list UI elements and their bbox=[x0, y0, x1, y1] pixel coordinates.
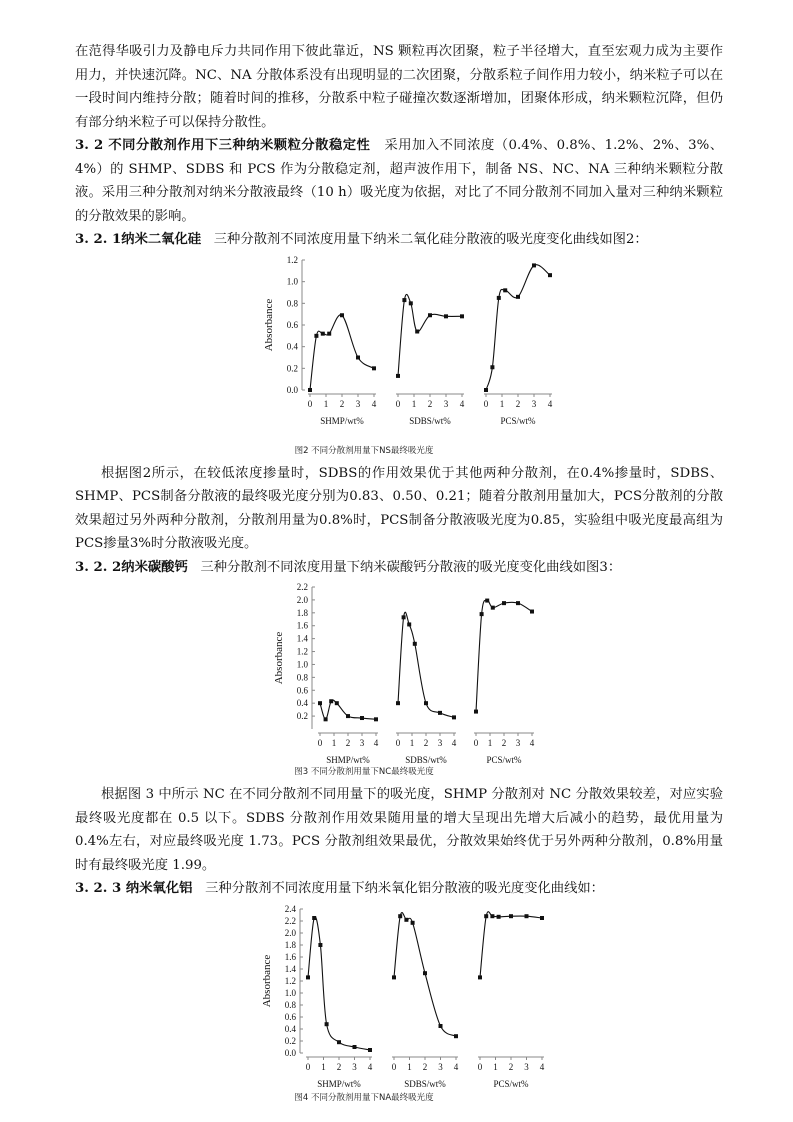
y-tick-label: 0.0 bbox=[284, 1047, 296, 1058]
data-point bbox=[454, 1034, 458, 1038]
series-line bbox=[310, 314, 374, 389]
series-line bbox=[308, 916, 370, 1049]
data-point bbox=[478, 975, 482, 979]
data-point bbox=[398, 914, 402, 918]
data-point bbox=[423, 971, 427, 975]
y-tick-label: 2.0 bbox=[296, 594, 308, 605]
y-tick-label: 1.2 bbox=[296, 646, 308, 657]
panel-x-label: SHMP/wt% bbox=[317, 1078, 361, 1089]
x-tick-label: 4 bbox=[453, 1061, 459, 1072]
panel-x-label: SHMP/wt% bbox=[326, 755, 370, 765]
y-axis-label: Absorbance bbox=[261, 954, 273, 1007]
panel-x-label: SDBS/wt% bbox=[405, 755, 447, 765]
data-point bbox=[314, 333, 318, 337]
x-tick-label: 2 bbox=[339, 398, 345, 409]
section-3-2-2-body: 三种分散剂不同浓度用量下纳米碳酸钙分散液的吸光度变化曲线如图3： bbox=[200, 559, 622, 575]
section-3-2-body: 采用加入不同浓度（0.4%、0.8%、1.2%、2%、3%、4%）的 SHMP、SDBS 和 PCS 作为分散稳定剂，超声波作用下，制备 NS、NC、NA 三种纳米颗粒分散液。采用三种分散剂对纳米分散液最终（10 h）吸光度为依据，对比了不同分散剂不同加入量对三种纳米颗粒的分散效果的影响。 bbox=[75, 138, 723, 224]
data-point bbox=[415, 329, 419, 333]
data-point bbox=[516, 601, 520, 605]
x-tick-label: 0 bbox=[391, 1061, 397, 1072]
data-point bbox=[540, 916, 544, 920]
panel-x-label: PCS/wt% bbox=[500, 415, 536, 426]
figure-2 bbox=[75, 252, 723, 456]
y-tick-label: 1.0 bbox=[296, 659, 308, 670]
data-point bbox=[337, 1040, 341, 1044]
y-tick-label: 0.0 bbox=[286, 384, 298, 395]
section-3-2-2 bbox=[75, 556, 723, 580]
data-point bbox=[374, 717, 378, 721]
x-tick-label: 3 bbox=[531, 398, 537, 409]
data-point bbox=[484, 914, 488, 918]
y-tick-label: 2.2 bbox=[296, 582, 308, 592]
y-tick-label: 1.4 bbox=[296, 633, 308, 644]
figure-4-chart bbox=[75, 901, 723, 1091]
figure-4-caption: 图4 不同分散剂用量下NA最终吸光度 bbox=[294, 1092, 434, 1103]
data-point bbox=[312, 916, 316, 920]
data-point bbox=[438, 711, 442, 715]
data-point bbox=[444, 314, 448, 318]
x-tick-label: 3 bbox=[352, 1061, 357, 1072]
y-tick-label: 0.4 bbox=[296, 698, 308, 709]
x-tick-label: 0 bbox=[307, 398, 313, 409]
y-tick-label: 1.8 bbox=[284, 939, 296, 950]
data-point bbox=[360, 716, 364, 720]
x-tick-label: 4 bbox=[451, 738, 457, 748]
figure-3-chart bbox=[75, 579, 723, 765]
data-point bbox=[490, 365, 494, 369]
x-tick-label: 0 bbox=[477, 1061, 483, 1072]
y-tick-label: 2.0 bbox=[284, 927, 296, 938]
section-3-2-3-body: 三种分散剂不同浓度用量下纳米氧化铝分散液的吸光度变化曲线如： bbox=[205, 881, 604, 896]
data-point bbox=[525, 914, 529, 918]
x-tick-label: 3 bbox=[437, 738, 443, 748]
data-point bbox=[372, 366, 376, 370]
data-point bbox=[439, 1024, 443, 1028]
paragraph-fig3-discussion: 根据图 3 中所示 NC 在不同分散剂不同用量下的吸光度，SHMP 分散剂对 NC 分散效果较差，对应实验最终吸光度都在 0.5 以下。SDBS 分散剂作用效果随用量的增大呈现出先增大后减小的趋势，最优用量为 0.4%左右，对应最终吸光度 1.73。PCS 分散剂组效果最优，分散效果始终优于另外两种分散剂，0.8%用量时有最终吸光度 1.99。 bbox=[75, 787, 723, 873]
series-line bbox=[480, 911, 542, 977]
data-point bbox=[548, 273, 552, 277]
x-tick-label: 2 bbox=[345, 738, 351, 748]
data-point bbox=[503, 288, 507, 292]
y-tick-label: 0.6 bbox=[286, 319, 298, 330]
x-tick-label: 1 bbox=[493, 1061, 498, 1072]
panel-x-label: SHMP/wt% bbox=[320, 415, 364, 426]
data-point bbox=[327, 331, 331, 335]
figure-3 bbox=[75, 579, 723, 777]
data-point bbox=[404, 917, 408, 921]
section-3-2-3-heading: 3. 2. 3 纳米氧化铝 bbox=[75, 881, 193, 896]
x-tick-label: 0 bbox=[395, 398, 401, 409]
y-tick-label: 0.4 bbox=[284, 1023, 296, 1034]
paragraph-intro: 在范得华吸引力及静电斥力共同作用下彼此靠近，NS 颗粒再次团聚，粒子半径增大，直至宏观力成为主要作用力，并快速沉降。NC、NA 分散体系没有出现明显的二次团聚，分散系粒子间作用力较小，纳米粒子可以在一段时间内维持分散；随着时间的推移，分散系中粒子碰撞次数逐渐增加，团聚体形成，纳米颗粒沉降，但仍有部分纳米粒子可以保持分散性。 bbox=[75, 44, 723, 130]
data-point bbox=[532, 263, 536, 267]
y-tick-label: 2.4 bbox=[284, 903, 296, 914]
x-tick-label: 0 bbox=[483, 398, 489, 409]
y-tick-label: 0.4 bbox=[286, 341, 298, 352]
data-point bbox=[318, 943, 322, 947]
y-tick-label: 1.6 bbox=[296, 620, 308, 631]
panel-x-label: PCS/wt% bbox=[493, 1078, 529, 1089]
data-point bbox=[353, 1045, 357, 1049]
y-axis-label: Absorbance bbox=[263, 298, 275, 351]
x-tick-label: 1 bbox=[331, 738, 337, 748]
data-point bbox=[490, 914, 494, 918]
y-tick-label: 0.6 bbox=[296, 685, 308, 696]
y-tick-label: 1.0 bbox=[286, 276, 298, 287]
y-tick-label: 1.4 bbox=[284, 963, 296, 974]
y-tick-label: 1.0 bbox=[284, 987, 296, 998]
x-tick-label: 3 bbox=[515, 738, 521, 748]
y-tick-label: 2.2 bbox=[284, 915, 296, 926]
y-tick-label: 0.8 bbox=[284, 999, 296, 1010]
x-tick-label: 0 bbox=[317, 738, 323, 748]
data-point bbox=[484, 388, 488, 392]
x-tick-label: 2 bbox=[515, 398, 521, 409]
figure-3-caption: 图3 不同分散剂用量下NC最终吸光度 bbox=[294, 767, 434, 777]
paper-page bbox=[75, 40, 723, 1103]
data-point bbox=[509, 914, 513, 918]
data-point bbox=[530, 610, 534, 614]
y-tick-label: 0.8 bbox=[296, 672, 308, 683]
x-tick-label: 2 bbox=[422, 1061, 428, 1072]
x-tick-label: 4 bbox=[373, 738, 379, 748]
y-tick-label: 1.2 bbox=[284, 975, 296, 986]
figure-2-caption: 图2 不同分散剂用量下NS最终吸光度 bbox=[294, 445, 434, 456]
x-tick-label: 1 bbox=[411, 398, 417, 409]
x-tick-label: 2 bbox=[501, 738, 507, 748]
panel-x-label: PCS/wt% bbox=[486, 755, 522, 765]
series-line bbox=[476, 600, 532, 711]
x-tick-label: 3 bbox=[355, 398, 361, 409]
x-tick-label: 4 bbox=[371, 398, 377, 409]
x-tick-label: 3 bbox=[443, 398, 449, 409]
figure-4 bbox=[75, 901, 723, 1103]
data-point bbox=[308, 388, 312, 392]
x-tick-label: 2 bbox=[336, 1061, 342, 1072]
y-axis-label: Absorbance bbox=[273, 631, 285, 685]
data-point bbox=[411, 920, 415, 924]
data-point bbox=[402, 615, 406, 619]
panel-x-label: SDBS/wt% bbox=[409, 415, 451, 426]
y-tick-label: 1.6 bbox=[284, 951, 296, 962]
data-point bbox=[321, 331, 325, 335]
x-tick-label: 0 bbox=[395, 738, 401, 748]
data-point bbox=[497, 295, 501, 299]
data-point bbox=[402, 298, 406, 302]
section-3-2-1-body: 三种分散剂不同浓度用量下纳米二氧化硅分散液的吸光度变化曲线如图2： bbox=[213, 232, 648, 247]
data-point bbox=[368, 1048, 372, 1052]
series-line bbox=[486, 264, 550, 389]
data-point bbox=[318, 701, 322, 705]
section-3-2-heading: 3. 2 不同分散剂作用下三种纳米颗粒分散稳定性 bbox=[75, 138, 371, 153]
x-tick-label: 4 bbox=[547, 398, 553, 409]
y-tick-label: 0.2 bbox=[286, 362, 298, 373]
data-point bbox=[409, 301, 413, 305]
data-point bbox=[516, 294, 520, 298]
x-tick-label: 1 bbox=[499, 398, 505, 409]
data-point bbox=[396, 701, 400, 705]
section-3-2-2-heading: 3. 2. 2纳米碳酸钙 bbox=[75, 559, 188, 575]
y-tick-label: 0.2 bbox=[296, 711, 308, 722]
y-tick-label: 1.2 bbox=[286, 254, 298, 265]
x-tick-label: 2 bbox=[508, 1061, 514, 1072]
data-point bbox=[491, 606, 495, 610]
data-point bbox=[428, 313, 432, 317]
data-point bbox=[324, 717, 328, 721]
data-point bbox=[346, 714, 350, 718]
x-tick-label: 3 bbox=[438, 1061, 443, 1072]
x-tick-label: 4 bbox=[529, 738, 535, 748]
section-3-2-3 bbox=[75, 877, 723, 901]
x-tick-label: 3 bbox=[524, 1061, 529, 1072]
section-3-2-1 bbox=[75, 228, 723, 252]
data-point bbox=[485, 599, 489, 603]
data-point bbox=[325, 1022, 329, 1026]
x-tick-label: 1 bbox=[487, 738, 493, 748]
data-point bbox=[480, 612, 484, 616]
x-tick-label: 0 bbox=[473, 738, 479, 748]
y-tick-label: 1.8 bbox=[296, 607, 308, 618]
x-tick-label: 1 bbox=[409, 738, 415, 748]
data-point bbox=[497, 914, 501, 918]
series-line bbox=[398, 294, 462, 376]
section-3-2 bbox=[75, 134, 723, 228]
data-point bbox=[392, 975, 396, 979]
x-tick-label: 2 bbox=[423, 738, 429, 748]
x-tick-label: 1 bbox=[323, 398, 329, 409]
data-point bbox=[306, 975, 310, 979]
data-point bbox=[340, 313, 344, 317]
data-point bbox=[356, 355, 360, 359]
x-tick-label: 4 bbox=[459, 398, 465, 409]
data-point bbox=[407, 622, 411, 626]
data-point bbox=[424, 701, 428, 705]
data-point bbox=[335, 701, 339, 705]
data-point bbox=[329, 699, 333, 703]
data-point bbox=[460, 314, 464, 318]
x-tick-label: 2 bbox=[427, 398, 433, 409]
data-point bbox=[452, 715, 456, 719]
data-point bbox=[474, 710, 478, 714]
panel-x-label: SDBS/wt% bbox=[404, 1078, 446, 1089]
x-tick-label: 1 bbox=[321, 1061, 326, 1072]
x-tick-label: 0 bbox=[305, 1061, 311, 1072]
paragraph-fig2-discussion: 根据图2所示，在较低浓度掺量时，SDBS的作用效果优于其他两种分散剂，在0.4%掺量时，SDBS、SHMP、PCS制备分散液的最终吸光度分别为0.83、0.50、0.21；随着分散剂用量加大，PCS分散剂的分散效果超过另外两种分散剂，分散剂用量为0.8%时，PCS制备分散液吸光度为0.85，实验组中吸光度最高组为PCS掺量3%时分散液吸光度。 bbox=[75, 465, 723, 551]
data-point bbox=[502, 601, 506, 605]
data-point bbox=[396, 373, 400, 377]
x-tick-label: 1 bbox=[407, 1061, 412, 1072]
y-tick-label: 0.2 bbox=[284, 1035, 296, 1046]
x-tick-label: 4 bbox=[539, 1061, 545, 1072]
y-tick-label: 0.6 bbox=[284, 1011, 296, 1022]
x-tick-label: 3 bbox=[359, 738, 365, 748]
y-tick-label: 0.8 bbox=[286, 297, 298, 308]
x-tick-label: 4 bbox=[367, 1061, 373, 1072]
data-point bbox=[413, 642, 417, 646]
section-3-2-1-heading: 3. 2. 1纳米二氧化硅 bbox=[75, 232, 202, 247]
figure-2-chart bbox=[75, 252, 723, 444]
